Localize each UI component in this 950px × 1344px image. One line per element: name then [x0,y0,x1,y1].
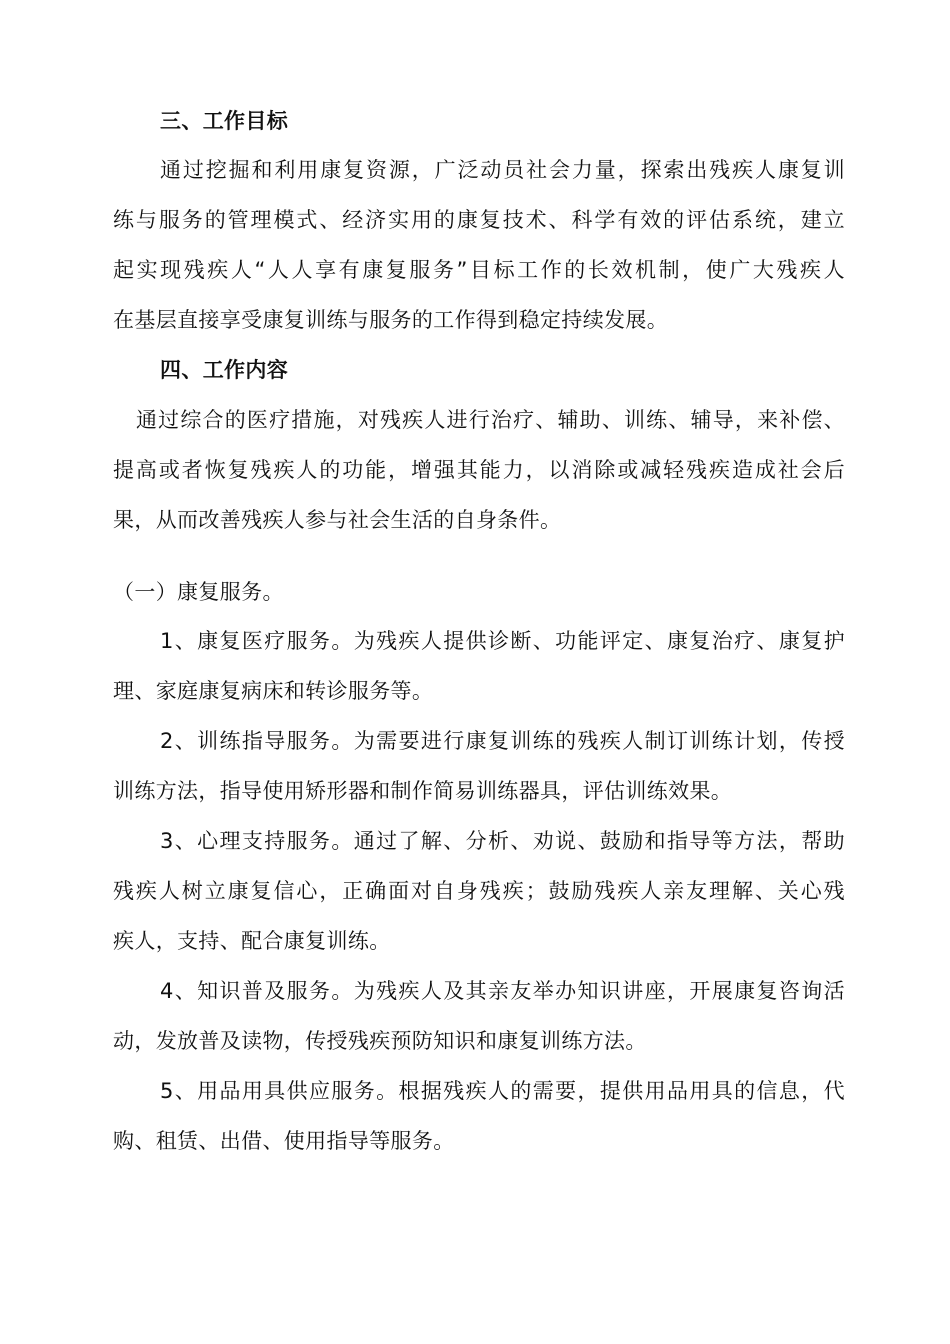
list-item-line: 动，发放普及读物，传授残疾预防知识和康复训练方法。 [113,1029,647,1053]
list-item-line: 购、租赁、出借、使用指导等服务。 [113,1129,455,1153]
list-item-line: 疾人，支持、配合康复训练。 [113,929,391,953]
subsection-heading: （一）康复服务。 [113,580,284,604]
list-item-line: 5、用品用具供应服务。根据残疾人的需要，提供用品用具的信息，代 [160,1079,845,1103]
paragraph-line: 练与服务的管理模式、经济实用的康复技术、科学有效的评估系统，建立 [113,208,845,232]
list-item-line: 残疾人树立康复信心，正确面对自身残疾；鼓励残疾人亲友理解、关心残 [113,879,845,903]
paragraph-line: 通过综合的医疗措施，对残疾人进行治疗、辅助、训练、辅导，来补偿、 [136,408,845,432]
list-item-line: 4、知识普及服务。为残疾人及其亲友举办知识讲座，开展康复咨询活 [160,979,845,1003]
paragraph-line: 果，从而改善残疾人参与社会生活的自身条件。 [113,508,562,532]
paragraph-line: 起实现残疾人“人人享有康复服务”目标工作的长效机制，使广大残疾人 [113,258,845,282]
section-heading-goals: 三、工作目标 [160,109,289,133]
list-item-line: 2、训练指导服务。为需要进行康复训练的残疾人制订训练计划，传授 [160,729,845,753]
paragraph-line: 提高或者恢复残疾人的功能，增强其能力，以消除或减轻残疾造成社会后 [113,458,845,482]
list-item-line: 训练方法，指导使用矫形器和制作简易训练器具，评估训练效果。 [113,779,733,803]
paragraph-line: 在基层直接享受康复训练与服务的工作得到稳定持续发展。 [113,308,669,332]
paragraph-line: 通过挖掘和利用康复资源，广泛动员社会力量，探索出残疾人康复训 [160,158,845,182]
list-item-line: 理、家庭康复病床和转诊服务等。 [113,679,434,703]
list-item-line: 1、康复医疗服务。为残疾人提供诊断、功能评定、康复治疗、康复护 [160,629,845,653]
section-heading-content: 四、工作内容 [160,358,289,382]
list-item-line: 3、心理支持服务。通过了解、分析、劝说、鼓励和指导等方法，帮助 [160,829,845,853]
